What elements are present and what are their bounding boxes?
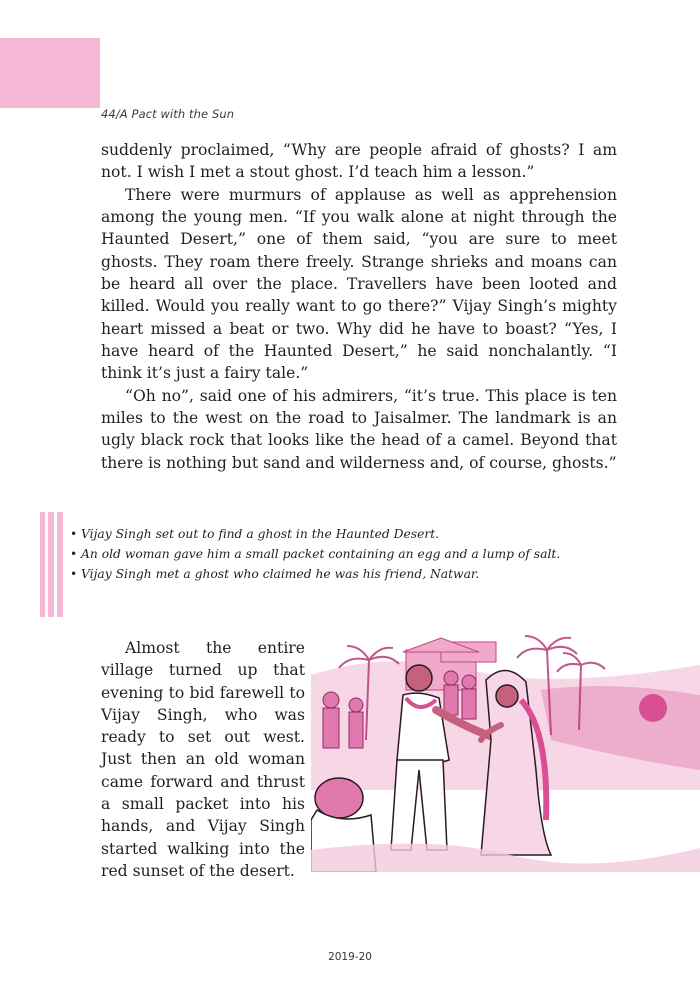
paragraph: “Oh no”, said one of his admirers, “it’s true. This place is ten miles to the west on the road to Jaisalmer. The landmark is an ugly black rock that looks like the head of a camel. Beyond that there is nothing but sand and wilderness and, of course, ghosts.” [101,386,617,472]
summary-item [70,546,570,563]
summary-margin-bar [57,512,63,617]
paragraph: Almost the entire village turned up that evening to bid farewell to Vijay Singh, who was ready to set out west. Just then an old woman came forward and thrust a small packet into his hands, and Vijay Singh started walking into the red sunset of the desert. [101,639,305,880]
paragraph: There were murmurs of applause as well as apprehension among the young men. “If you walk alone at night through the Haunted Desert,” one of them said, “you are sure to meet ghosts. They roam there freely. Strange shrieks and moans can be heard all over the place. Travellers have been looted and killed. Would you really want to go there?” Vijay Singh’s mighty heart missed a beat or two. Why did he have to boast? “Yes, I have heard of the Haunted Desert,” he said nonchalantly. “I think it’s just a fairy tale.” [101,185,617,383]
summary-item [70,526,570,543]
main-text [101,139,617,474]
bullet: • [70,567,78,581]
running-head: 44/A Pact with the Sun [101,107,235,121]
summary-item-text: An old woman gave him a small packet containing an egg and a lump of salt. [81,547,561,561]
bullet: • [70,527,78,541]
summary-list [70,526,570,586]
page-footer-year: 2019-20 [328,951,372,963]
column-text [101,637,305,882]
summary-margin-bar [48,512,54,617]
summary-margin-bar [40,512,45,617]
corner-color-block [0,38,100,108]
summary-item-text: Vijay Singh set out to find a ghost in the Haunted Desert. [81,527,440,541]
paragraph: suddenly proclaimed, “Why are people afraid of ghosts? I am not. I wish I met a stout ghost. I’d teach him a lesson.” [101,141,617,182]
summary-item-text: Vijay Singh met a ghost who claimed he was his friend, Natwar. [81,567,480,581]
summary-item [70,566,570,583]
bullet: • [70,547,78,561]
farewell-illustration [311,620,700,872]
farewell-scene-drawing [311,620,700,872]
